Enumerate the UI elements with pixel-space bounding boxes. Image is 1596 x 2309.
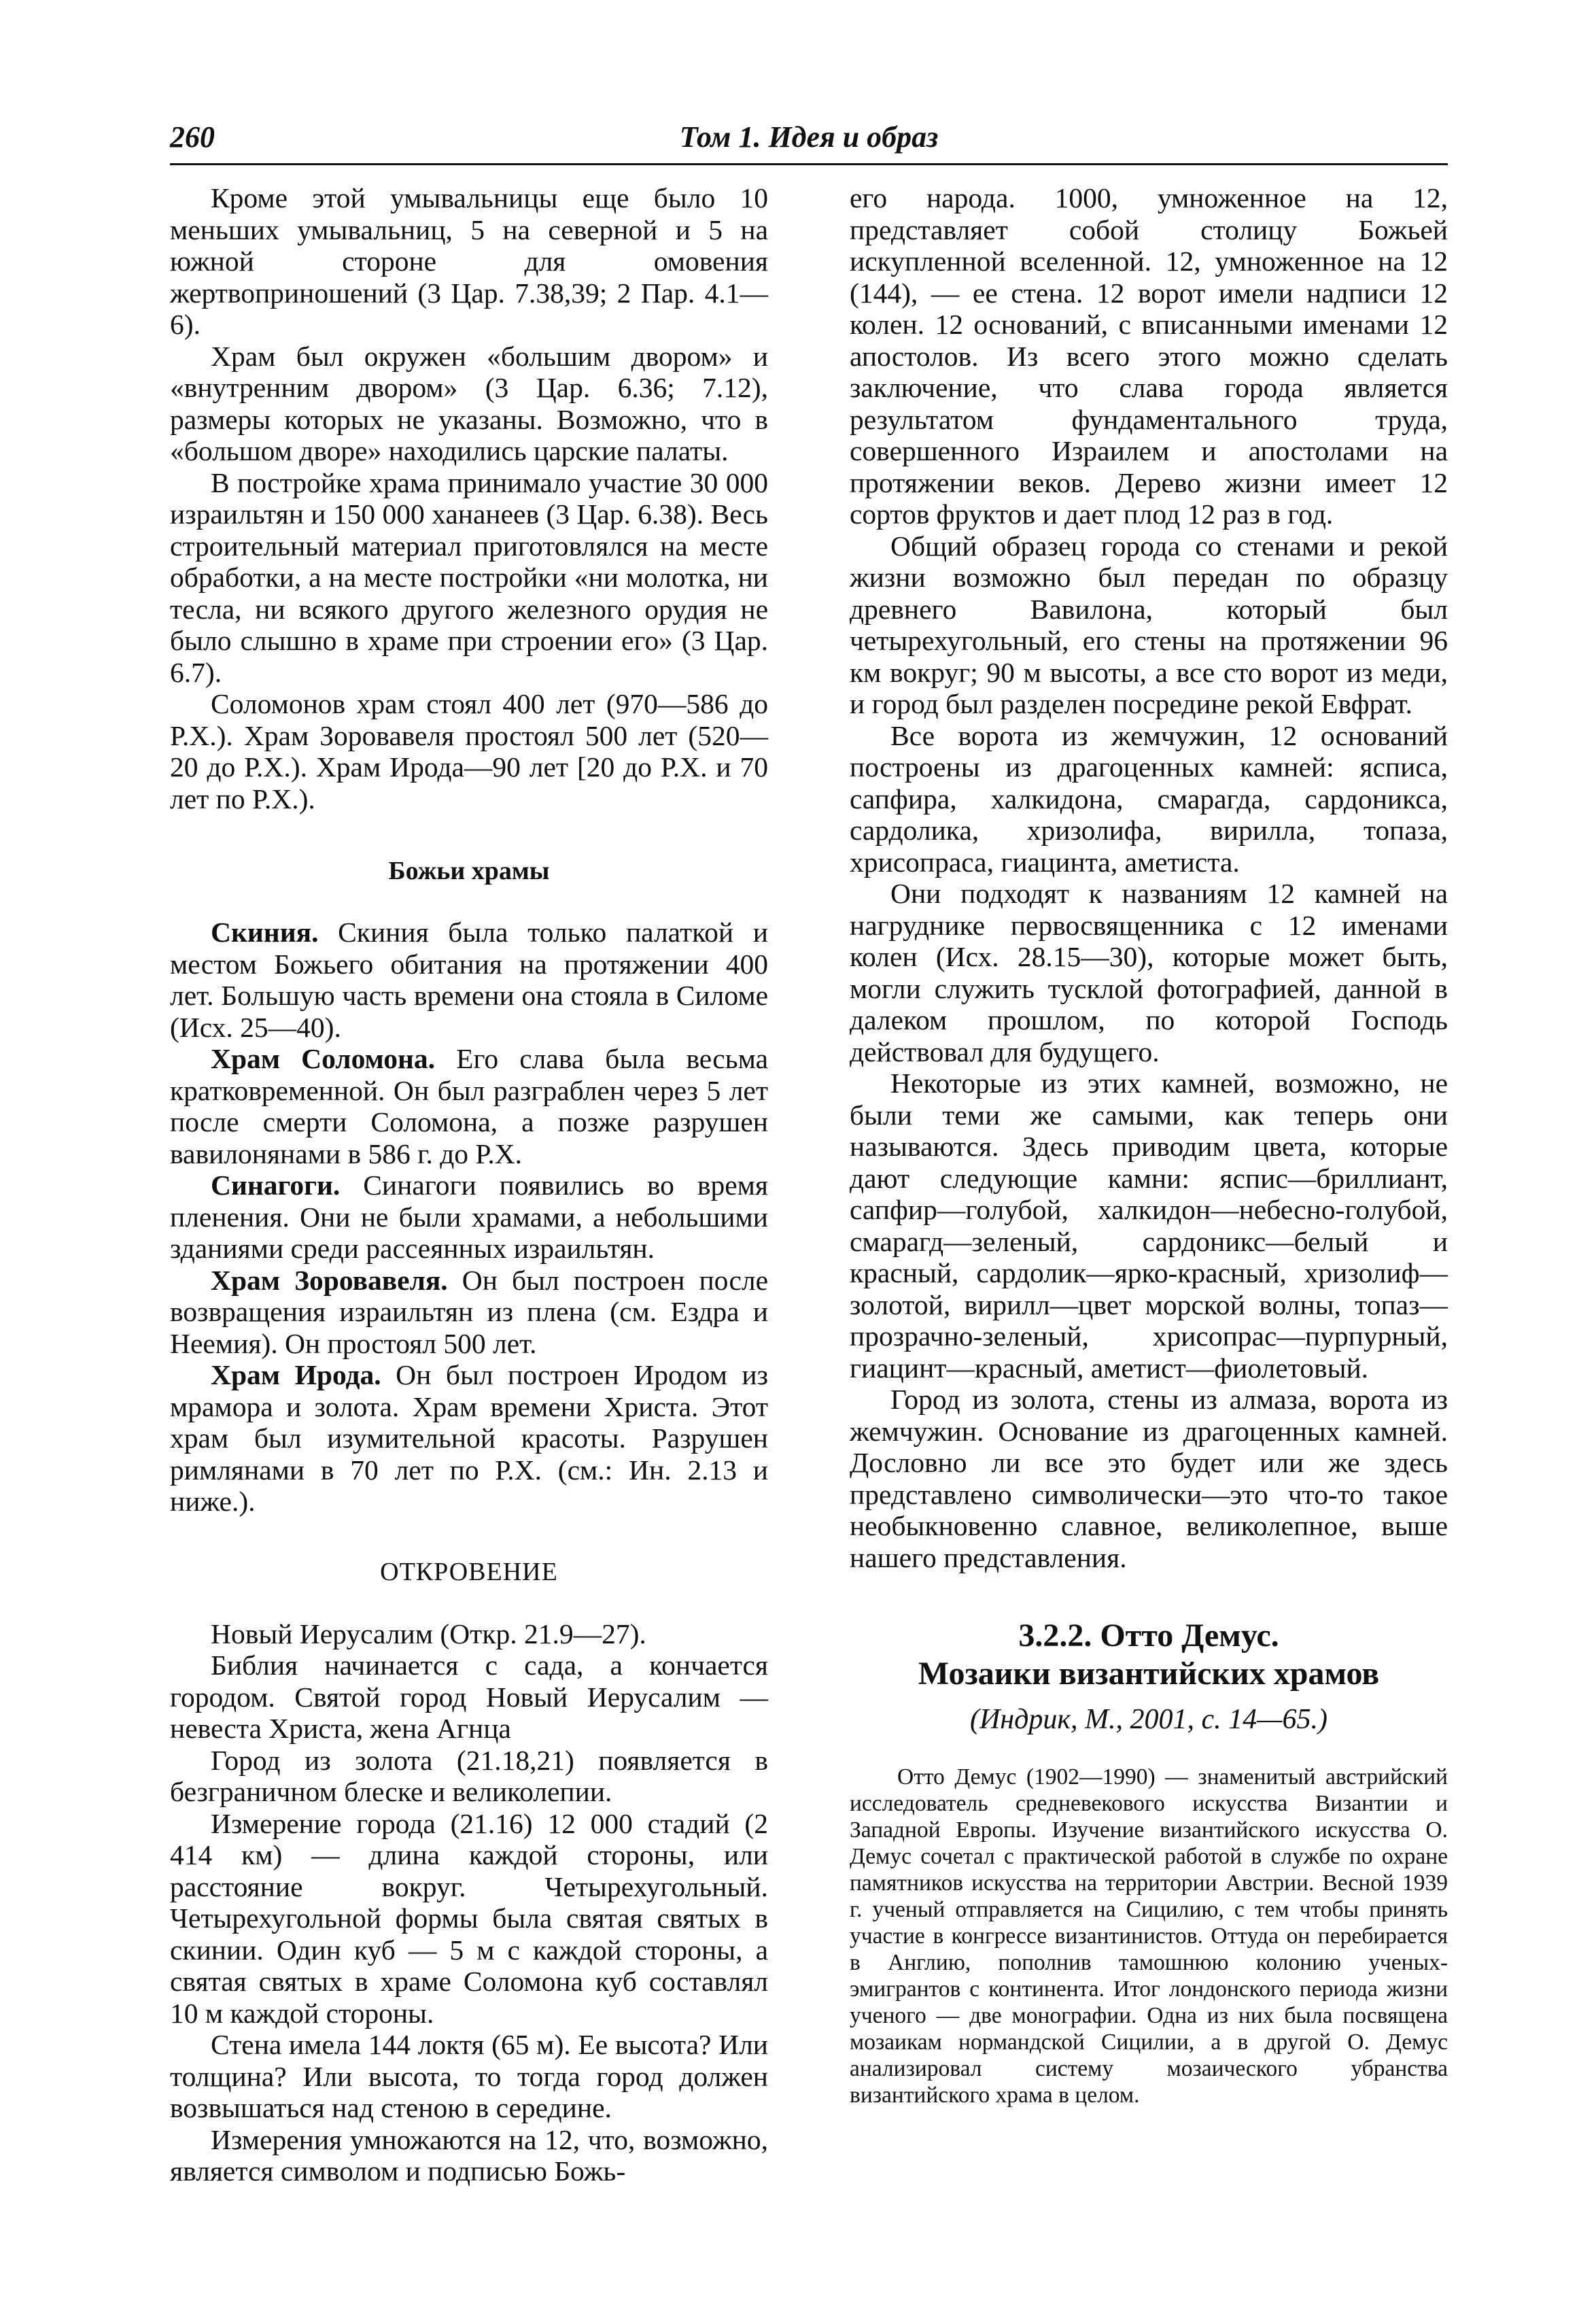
paragraph: Измерение города (21.16) 12 000 стадий (2 414 км) — длина каждой стороны, или расстояние вокруг. Четырехугольный. Четырехугольной формы была святая святых в скинии. Один куб — 5 м с каждой стороны, а святая святых в храме Соломона куб составлял 10 м каждой стороны.: [170, 1807, 768, 2029]
left-column: [170, 182, 768, 2187]
chapter-source: (Индрик, М., 2001, с. 14—65.): [969, 1704, 1328, 1735]
paragraph: Они подходят к названиям 12 камней на нагруднике первосвященника с 12 именами колен (Исх. 28.15—30), которые может быть, могли служить тусклой фотографией, данной в далеком прошлом, по которой Господь действовал для будущего.: [850, 878, 1448, 1067]
temple-text: Он был построен Иродом из мрамора и золота. Храм времени Христа. Этот храм был изумительной красоты. Разрушен римлянами в 70 лет по Р.Х. (см.: Ин. 2.13 и ниже.).: [170, 1359, 768, 1517]
paragraph: Храм был окружен «большим двором» и «внутренним двором» (3 Цар. 6.36; 7.12), размеры которых не указаны. Возможно, что в «большом дворе» находились царские палаты.: [170, 340, 768, 466]
page-number: 260: [170, 120, 215, 154]
section-title: Божьи храмы: [388, 857, 550, 885]
page-header: [170, 120, 1448, 163]
paragraph: Город из золота, стены из алмаза, ворота из жемчужин. Основание из драгоценных камней. Дословно ли все это будет или же здесь представлено символически—это что-то такое необыкновенно славное, великолепное, выше нашего представления.: [850, 1384, 1448, 1573]
paragraph: Город из золота (21.18,21) появляется в безграничном блеске и великолепии.: [170, 1744, 768, 1807]
paragraph: Новый Иерусалим (Откр. 21.9—27).: [211, 1618, 646, 1649]
chapter-title-line-1: 3.2.2. Отто Демус.: [1018, 1618, 1279, 1654]
temple-text: Скиния была только палаткой и местом Божьего обитания на протяжении 400 лет. Большую часть времени она стояла в Силоме (Исх. 25—40).: [170, 917, 768, 1043]
paragraph: Библия начинается с сада, а кончается городом. Святой город Новый Иерусалим — невеста Христа, жена Агнца: [170, 1649, 768, 1744]
chapter-title: [850, 1617, 1448, 1693]
paragraph: его народа. 1000, умноженное на 12, представляет собой столицу Божьей искупленной вселенной. 12, умноженное на 12 (144), — ее стена. 12 ворот имели надписи 12 колен. 12 оснований, с вписанными именами 12 апостолов. Из всего этого можно сделать заключение, что слава города является результатом фундаментального труда, совершенного Израилем и апостолами на протяжении веков. Дерево жизни имеет 12 сортов фруктов и дает плод 12 раз в год.: [850, 182, 1448, 530]
paragraph: Кроме этой умывальницы еще было 10 меньших умывальниц, 5 на северной и 5 на южной стороне для омовения жертвоприношений (3 Цар. 7.38,39; 2 Пар. 4.1—6).: [170, 182, 768, 340]
temple-text: Синагоги появились во время пленения. Они не были храмами, а небольшими зданиями среди рассеянных израильтян.: [170, 1169, 768, 1264]
paragraph: В постройке храма принимало участие 30 000 израильтян и 150 000 хананеев (3 Цар. 6.38). Весь строительный материал приготовлялся на месте обработки, а на месте постройки «ни молотка, ни тесла, ни всякого другого железного орудия не было слышно в храме при строении его» (3 Цар. 6.7).: [170, 466, 768, 688]
temple-entry: [170, 1169, 768, 1265]
temple-term: Храм Ирода.: [211, 1359, 381, 1390]
temple-text: Он был построен после возвращения израильтян из плена (см. Ездра и Неемия). Он простоял 500 лет.: [170, 1264, 769, 1359]
temple-term: Храм Зоровавеля.: [211, 1264, 448, 1296]
temple-entry: [170, 1265, 768, 1360]
temple-entry: [170, 917, 768, 1043]
paragraph: Некоторые из этих камней, возможно, не были теми же самыми, как теперь они называются. Здесь приводим цвета, которые дают следующие камни: яспис—бриллиант, сапфир—голубой, халкидон—небесно-голубой, смарагд—зеленый, сардоникс—белый и красный, сардолик—ярко-красный, хризолиф—золотой, вирилл—цвет морской волны, топаз—прозрачно-зеленый, хрисопрас—пурпурный, гиацинт—красный, аметист—фиолетовый.: [850, 1067, 1448, 1384]
temple-term: Храм Соломона.: [211, 1043, 436, 1074]
paragraph: Общий образец города со стенами и рекой жизни возможно был передан по образцу древнего Вавилона, который был четырехугольный, его стены на протяжении 96 км вокруг; 90 м высоты, а все сто ворот из меди, и город был разделен посредине рекой Евфрат.: [850, 530, 1448, 719]
author-bio: Отто Демус (1902—1990) — знаменитый австрийский исследователь средневекового искусства Византии и Западной Европы. Изучение византийского искусства О. Демус сочетал с практической работой в службе по охране памятников искусства на территории Австрии. Весной 1939 г. ученый отправляется на Сицилию, с тем чтобы принять участие в конгрессе византинистов. Оттуда он перебирается в Англию, пополнив тамошнюю колонию ученых-эмигрантов с континента. Итог лондонского периода жизни ученого — две монографии. Одна из них была посвящена мозаикам нормандской Сицилии, а в другой О. Демус анализировал систему мозаического убранства византийского храма в целом.: [850, 1764, 1448, 2108]
paragraph: Все ворота из жемчужин, 12 оснований построены из драгоценных камней: ясписа, сапфира, халкидона, смарагда, сардоникса, сардолика, хризолифа, вирилла, топаза, хрисопраса, гиацинта, аметиста.: [850, 719, 1448, 878]
chapter-title-line-2: Мозаики византийских храмов: [918, 1656, 1380, 1692]
temple-entry: [170, 1043, 768, 1169]
temple-term: Синагоги.: [211, 1169, 341, 1201]
paragraph: Соломонов храм стоял 400 лет (970—586 до Р.Х.). Храм Зоровавеля простоял 500 лет (520—20 до Р.Х.). Храм Ирода—90 лет [20 до Р.Х. и 70 лет по Р.Х.).: [170, 688, 768, 815]
revelation-title: ОТКРОВЕНИЕ: [380, 1557, 558, 1586]
temple-term: Скиния.: [211, 917, 319, 948]
header-rule: [170, 163, 1448, 165]
running-title: Том 1. Идея и образ: [679, 120, 939, 154]
paragraph: Измерения умножаются на 12, что, возможно, является символом и подписью Божь-: [170, 2123, 768, 2187]
temple-text: Его слава была весьма кратковременной. Он был разграблен через 5 лет после смерти Соломона, а позже разрушен вавилонянами в 586 г. до Р.Х.: [170, 1043, 769, 1169]
right-column: [850, 182, 1448, 2108]
temple-entry: [170, 1359, 768, 1518]
paragraph: Стена имела 144 локтя (65 м). Ее высота? Или толщина? Или высота, то тогда город должен возвышаться над стеною в середине.: [170, 2029, 768, 2123]
